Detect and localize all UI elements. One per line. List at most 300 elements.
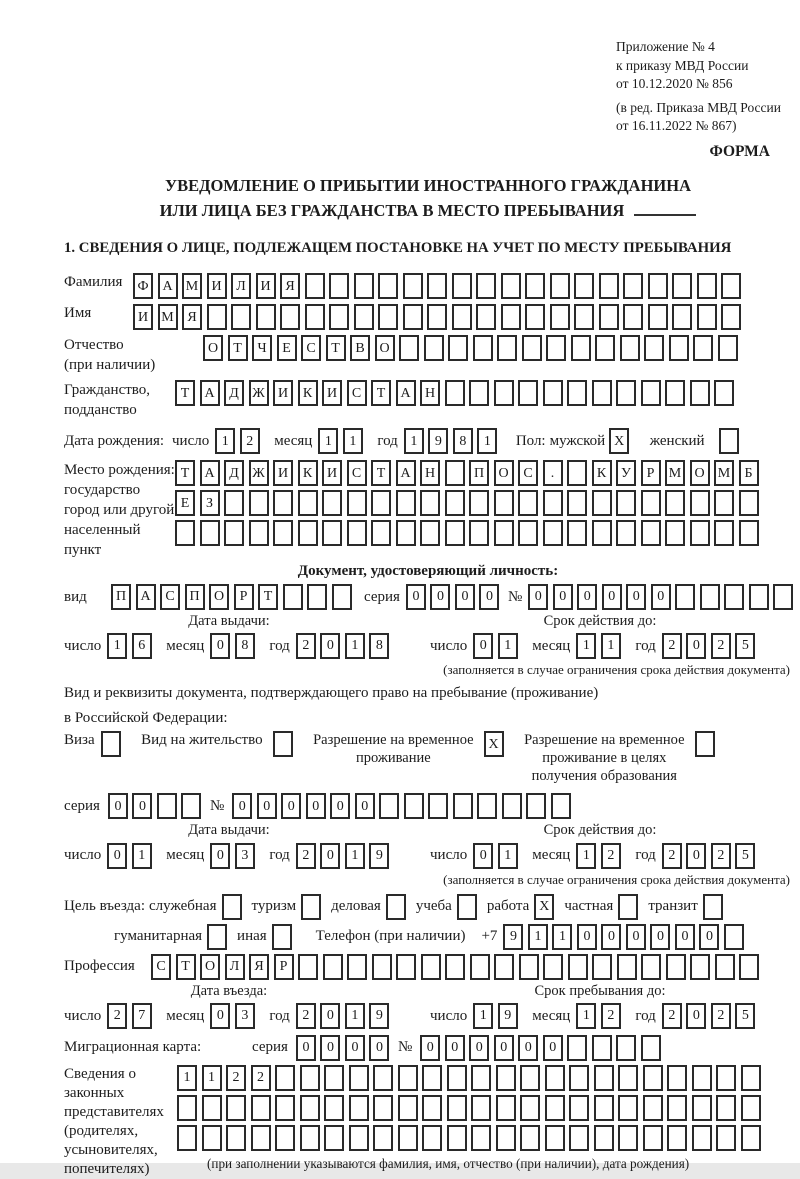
birth-place-cell[interactable]: К [592, 460, 612, 486]
firstname-cell[interactable] [231, 304, 251, 330]
month-cell[interactable]: 1 [601, 633, 621, 659]
phone-digit-cell[interactable] [724, 924, 744, 950]
birth-place-cell[interactable] [616, 490, 636, 516]
representative-cell[interactable] [618, 1095, 638, 1121]
phone-digit-cell[interactable]: 0 [675, 924, 695, 950]
representative-cell[interactable] [496, 1125, 516, 1151]
migration-series-cell[interactable]: 0 [369, 1035, 389, 1061]
surname-cell[interactable]: И [256, 273, 276, 299]
birth-place-cell[interactable] [371, 520, 391, 546]
option-checkbox[interactable] [386, 894, 406, 920]
profession-cell[interactable] [617, 954, 637, 980]
surname-cell[interactable] [452, 273, 472, 299]
firstname-cell[interactable] [280, 304, 300, 330]
year-cell[interactable]: 9 [428, 428, 448, 454]
surname-cell[interactable] [623, 273, 643, 299]
edu-permit-checkbox[interactable] [695, 731, 715, 757]
day-cell[interactable]: 9 [498, 1003, 518, 1029]
representative-cell[interactable] [398, 1065, 418, 1091]
birth-place-cell[interactable] [616, 520, 636, 546]
year-cell[interactable]: 1 [477, 428, 497, 454]
surname-cell[interactable]: М [182, 273, 202, 299]
profession-cell[interactable] [666, 954, 686, 980]
birth-place-cell[interactable]: И [273, 460, 293, 486]
birth-place-cell[interactable] [273, 520, 293, 546]
surname-cell[interactable] [574, 273, 594, 299]
profession-cell[interactable] [568, 954, 588, 980]
year-cell[interactable]: 5 [735, 843, 755, 869]
representative-cell[interactable] [520, 1125, 540, 1151]
surname-cell[interactable] [525, 273, 545, 299]
representative-cell[interactable] [300, 1065, 320, 1091]
representative-cell[interactable] [520, 1095, 540, 1121]
option-checkbox[interactable] [272, 924, 292, 950]
year-cell[interactable]: 5 [735, 633, 755, 659]
representative-cell[interactable] [618, 1065, 638, 1091]
birth-place-cell[interactable]: Н [420, 460, 440, 486]
firstname-cell[interactable] [501, 304, 521, 330]
representative-cell[interactable] [716, 1065, 736, 1091]
patronymic-cell[interactable] [693, 335, 713, 361]
doc-series-cell[interactable]: 0 [430, 584, 450, 610]
representative-cell[interactable] [741, 1095, 761, 1121]
month-cell[interactable]: 0 [210, 1003, 230, 1029]
migration-number-cell[interactable]: 0 [420, 1035, 440, 1061]
birth-place-cell[interactable] [567, 490, 587, 516]
citizenship-cell[interactable] [690, 380, 710, 406]
profession-cell[interactable] [421, 954, 441, 980]
surname-cell[interactable]: Л [231, 273, 251, 299]
birth-place-cell[interactable] [518, 490, 538, 516]
patronymic-cell[interactable] [718, 335, 738, 361]
profession-cell[interactable]: Л [225, 954, 245, 980]
representative-cell[interactable] [300, 1125, 320, 1151]
profession-cell[interactable] [592, 954, 612, 980]
month-cell[interactable]: 2 [601, 1003, 621, 1029]
citizenship-cell[interactable] [494, 380, 514, 406]
month-cell[interactable]: 3 [235, 1003, 255, 1029]
representative-cell[interactable] [618, 1125, 638, 1151]
representative-cell[interactable] [545, 1095, 565, 1121]
firstname-cell[interactable] [623, 304, 643, 330]
representative-cell[interactable] [643, 1065, 663, 1091]
birth-place-cell[interactable] [714, 490, 734, 516]
profession-cell[interactable]: С [151, 954, 171, 980]
day-cell[interactable]: 1 [132, 843, 152, 869]
surname-cell[interactable] [403, 273, 423, 299]
birth-place-cell[interactable] [396, 520, 416, 546]
profession-cell[interactable] [715, 954, 735, 980]
representative-cell[interactable] [202, 1125, 222, 1151]
day-cell[interactable]: 0 [107, 843, 127, 869]
representative-cell[interactable] [422, 1125, 442, 1151]
birth-place-cell[interactable]: Е [175, 490, 195, 516]
surname-cell[interactable] [697, 273, 717, 299]
representative-cell[interactable] [226, 1095, 246, 1121]
birth-place-cell[interactable] [494, 490, 514, 516]
residence-number-cell[interactable] [502, 793, 522, 819]
representative-cell[interactable] [667, 1065, 687, 1091]
surname-cell[interactable]: И [207, 273, 227, 299]
patronymic-cell[interactable]: В [350, 335, 370, 361]
option-checkbox[interactable] [207, 924, 227, 950]
birth-place-cell[interactable]: П [469, 460, 489, 486]
citizenship-cell[interactable]: А [396, 380, 416, 406]
residence-number-cell[interactable]: 0 [330, 793, 350, 819]
surname-cell[interactable] [354, 273, 374, 299]
firstname-cell[interactable] [721, 304, 741, 330]
patronymic-cell[interactable] [497, 335, 517, 361]
representative-cell[interactable] [447, 1125, 467, 1151]
birth-place-cell[interactable]: С [518, 460, 538, 486]
residence-number-cell[interactable]: 0 [232, 793, 252, 819]
citizenship-cell[interactable]: Ж [249, 380, 269, 406]
representative-cell[interactable] [251, 1125, 271, 1151]
representative-cell[interactable] [447, 1065, 467, 1091]
day-cell[interactable]: 6 [132, 633, 152, 659]
year-cell[interactable]: 0 [320, 633, 340, 659]
profession-cell[interactable] [347, 954, 367, 980]
birth-place-cell[interactable]: Д [224, 460, 244, 486]
representative-cell[interactable] [643, 1095, 663, 1121]
representative-cell[interactable] [692, 1125, 712, 1151]
representative-cell[interactable] [594, 1125, 614, 1151]
birth-place-cell[interactable]: О [494, 460, 514, 486]
migration-number-cell[interactable] [592, 1035, 612, 1061]
birth-place-cell[interactable]: Т [175, 460, 195, 486]
doc-number-cell[interactable]: 0 [577, 584, 597, 610]
birth-place-cell[interactable] [641, 490, 661, 516]
doc-type-cell[interactable] [307, 584, 327, 610]
birth-place-cell[interactable]: И [322, 460, 342, 486]
patronymic-cell[interactable]: Т [326, 335, 346, 361]
citizenship-cell[interactable]: Н [420, 380, 440, 406]
patronymic-cell[interactable] [595, 335, 615, 361]
profession-cell[interactable]: Т [176, 954, 196, 980]
representative-cell[interactable] [447, 1095, 467, 1121]
residence-series-cell[interactable]: 0 [108, 793, 128, 819]
citizenship-cell[interactable] [616, 380, 636, 406]
representative-cell[interactable] [594, 1095, 614, 1121]
doc-number-cell[interactable]: 0 [602, 584, 622, 610]
year-cell[interactable]: 0 [320, 1003, 340, 1029]
doc-type-cell[interactable] [332, 584, 352, 610]
representative-cell[interactable] [692, 1065, 712, 1091]
month-cell[interactable]: 0 [210, 633, 230, 659]
surname-cell[interactable] [672, 273, 692, 299]
month-cell[interactable]: 2 [601, 843, 621, 869]
citizenship-cell[interactable] [665, 380, 685, 406]
doc-type-cell[interactable]: А [136, 584, 156, 610]
surname-cell[interactable] [599, 273, 619, 299]
birth-place-cell[interactable] [690, 520, 710, 546]
day-cell[interactable]: 1 [498, 633, 518, 659]
patronymic-cell[interactable]: Е [277, 335, 297, 361]
year-cell[interactable]: 2 [296, 1003, 316, 1029]
phone-digit-cell[interactable]: 0 [626, 924, 646, 950]
firstname-cell[interactable] [574, 304, 594, 330]
firstname-cell[interactable] [378, 304, 398, 330]
citizenship-cell[interactable]: К [298, 380, 318, 406]
birth-place-cell[interactable] [592, 520, 612, 546]
birth-place-cell[interactable]: Р [641, 460, 661, 486]
birth-place-cell[interactable] [665, 520, 685, 546]
month-cell[interactable]: 1 [318, 428, 338, 454]
birth-place-cell[interactable]: . [543, 460, 563, 486]
firstname-cell[interactable] [672, 304, 692, 330]
firstname-cell[interactable]: Я [182, 304, 202, 330]
doc-type-cell[interactable]: П [111, 584, 131, 610]
birth-place-cell[interactable] [200, 520, 220, 546]
patronymic-cell[interactable] [546, 335, 566, 361]
birth-place-cell[interactable]: С [347, 460, 367, 486]
residence-series-cell[interactable]: 0 [132, 793, 152, 819]
representative-cell[interactable] [275, 1095, 295, 1121]
patronymic-cell[interactable]: О [203, 335, 223, 361]
representative-cell[interactable] [177, 1095, 197, 1121]
representative-cell[interactable] [275, 1125, 295, 1151]
birth-place-cell[interactable] [371, 490, 391, 516]
patronymic-cell[interactable] [522, 335, 542, 361]
residence-series-cell[interactable] [157, 793, 177, 819]
representative-cell[interactable] [324, 1095, 344, 1121]
citizenship-cell[interactable] [445, 380, 465, 406]
patronymic-cell[interactable] [644, 335, 664, 361]
birth-place-cell[interactable] [445, 520, 465, 546]
option-checkbox[interactable] [618, 894, 638, 920]
month-cell[interactable]: 8 [235, 633, 255, 659]
year-cell[interactable]: 1 [345, 1003, 365, 1029]
firstname-cell[interactable] [525, 304, 545, 330]
sex-female-checkbox[interactable] [719, 428, 739, 454]
representative-cell[interactable] [643, 1125, 663, 1151]
month-cell[interactable]: 0 [210, 843, 230, 869]
phone-digit-cell[interactable]: 1 [528, 924, 548, 950]
year-cell[interactable]: 2 [296, 633, 316, 659]
birth-place-cell[interactable]: А [200, 460, 220, 486]
profession-cell[interactable] [298, 954, 318, 980]
birth-place-cell[interactable]: У [616, 460, 636, 486]
representative-cell[interactable] [226, 1125, 246, 1151]
representative-cell[interactable] [373, 1065, 393, 1091]
representative-cell[interactable] [349, 1065, 369, 1091]
residence-number-cell[interactable] [404, 793, 424, 819]
patronymic-cell[interactable]: С [301, 335, 321, 361]
representative-cell[interactable] [398, 1125, 418, 1151]
firstname-cell[interactable]: И [133, 304, 153, 330]
firstname-cell[interactable] [427, 304, 447, 330]
doc-number-cell[interactable] [675, 584, 695, 610]
representative-cell[interactable] [177, 1125, 197, 1151]
birth-place-cell[interactable] [224, 520, 244, 546]
month-cell[interactable]: 1 [576, 1003, 596, 1029]
day-cell[interactable]: 0 [473, 843, 493, 869]
year-cell[interactable]: 2 [711, 633, 731, 659]
birth-place-cell[interactable] [690, 490, 710, 516]
citizenship-cell[interactable] [543, 380, 563, 406]
phone-digit-cell[interactable]: 0 [601, 924, 621, 950]
day-cell[interactable]: 2 [240, 428, 260, 454]
firstname-cell[interactable] [550, 304, 570, 330]
option-checkbox[interactable] [457, 894, 477, 920]
patronymic-cell[interactable]: Ч [252, 335, 272, 361]
birth-place-cell[interactable] [518, 520, 538, 546]
representative-cell[interactable] [275, 1065, 295, 1091]
firstname-cell[interactable] [403, 304, 423, 330]
representative-cell[interactable] [373, 1095, 393, 1121]
birth-place-cell[interactable] [420, 520, 440, 546]
citizenship-cell[interactable]: Д [224, 380, 244, 406]
citizenship-cell[interactable]: Т [175, 380, 195, 406]
year-cell[interactable]: 0 [686, 1003, 706, 1029]
doc-series-cell[interactable]: 0 [479, 584, 499, 610]
patronymic-cell[interactable]: О [375, 335, 395, 361]
surname-cell[interactable] [305, 273, 325, 299]
migration-number-cell[interactable]: 0 [494, 1035, 514, 1061]
birth-place-cell[interactable] [567, 520, 587, 546]
birth-place-cell[interactable]: М [665, 460, 685, 486]
migration-number-cell[interactable] [616, 1035, 636, 1061]
birth-place-cell[interactable] [445, 460, 465, 486]
doc-number-cell[interactable]: 0 [553, 584, 573, 610]
representative-cell[interactable] [324, 1125, 344, 1151]
patronymic-cell[interactable] [571, 335, 591, 361]
birth-place-cell[interactable] [714, 520, 734, 546]
year-cell[interactable]: 2 [296, 843, 316, 869]
month-cell[interactable]: 1 [343, 428, 363, 454]
birth-place-cell[interactable]: Б [739, 460, 759, 486]
representative-cell[interactable]: 2 [226, 1065, 246, 1091]
birth-place-cell[interactable] [249, 520, 269, 546]
profession-cell[interactable] [739, 954, 759, 980]
residence-series-cell[interactable] [181, 793, 201, 819]
citizenship-cell[interactable]: Т [371, 380, 391, 406]
doc-number-cell[interactable] [773, 584, 793, 610]
option-checkbox[interactable] [301, 894, 321, 920]
firstname-cell[interactable] [648, 304, 668, 330]
profession-cell[interactable] [494, 954, 514, 980]
residence-number-cell[interactable] [551, 793, 571, 819]
profession-cell[interactable] [543, 954, 563, 980]
doc-type-cell[interactable]: О [209, 584, 229, 610]
residence-number-cell[interactable] [453, 793, 473, 819]
migration-number-cell[interactable]: 0 [445, 1035, 465, 1061]
migration-number-cell[interactable]: 0 [469, 1035, 489, 1061]
firstname-cell[interactable] [599, 304, 619, 330]
year-cell[interactable]: 0 [320, 843, 340, 869]
day-cell[interactable]: 1 [107, 633, 127, 659]
representative-cell[interactable] [569, 1065, 589, 1091]
phone-digit-cell[interactable]: 0 [650, 924, 670, 950]
day-cell[interactable]: 0 [473, 633, 493, 659]
doc-type-cell[interactable]: Т [258, 584, 278, 610]
day-cell[interactable]: 1 [498, 843, 518, 869]
firstname-cell[interactable]: М [158, 304, 178, 330]
citizenship-cell[interactable]: И [273, 380, 293, 406]
year-cell[interactable]: 8 [369, 633, 389, 659]
representative-cell[interactable] [692, 1095, 712, 1121]
representative-cell[interactable] [741, 1125, 761, 1151]
profession-cell[interactable] [445, 954, 465, 980]
day-cell[interactable]: 1 [473, 1003, 493, 1029]
surname-cell[interactable] [721, 273, 741, 299]
profession-cell[interactable]: Я [249, 954, 269, 980]
surname-cell[interactable] [501, 273, 521, 299]
day-cell[interactable]: 7 [132, 1003, 152, 1029]
migration-number-cell[interactable] [641, 1035, 661, 1061]
birth-place-cell[interactable] [445, 490, 465, 516]
patronymic-cell[interactable] [424, 335, 444, 361]
firstname-cell[interactable] [305, 304, 325, 330]
month-cell[interactable]: 3 [235, 843, 255, 869]
representative-cell[interactable] [251, 1095, 271, 1121]
citizenship-cell[interactable] [641, 380, 661, 406]
representative-cell[interactable] [471, 1125, 491, 1151]
citizenship-cell[interactable]: С [347, 380, 367, 406]
profession-cell[interactable]: О [200, 954, 220, 980]
year-cell[interactable]: 2 [662, 633, 682, 659]
surname-cell[interactable]: Ф [133, 273, 153, 299]
migration-series-cell[interactable]: 0 [345, 1035, 365, 1061]
year-cell[interactable]: 0 [686, 633, 706, 659]
year-cell[interactable]: 2 [711, 1003, 731, 1029]
residence-number-cell[interactable]: 0 [306, 793, 326, 819]
birth-place-cell[interactable]: К [298, 460, 318, 486]
birth-place-cell[interactable]: Ж [249, 460, 269, 486]
representative-cell[interactable] [471, 1095, 491, 1121]
birth-place-cell[interactable] [273, 490, 293, 516]
patronymic-cell[interactable] [399, 335, 419, 361]
profession-cell[interactable] [372, 954, 392, 980]
representative-cell[interactable] [324, 1065, 344, 1091]
doc-number-cell[interactable]: 0 [528, 584, 548, 610]
citizenship-cell[interactable] [518, 380, 538, 406]
residence-number-cell[interactable] [379, 793, 399, 819]
citizenship-cell[interactable]: А [200, 380, 220, 406]
patronymic-cell[interactable] [669, 335, 689, 361]
firstname-cell[interactable] [354, 304, 374, 330]
birth-place-cell[interactable] [592, 490, 612, 516]
option-checkbox[interactable]: X [534, 894, 554, 920]
option-checkbox[interactable] [703, 894, 723, 920]
citizenship-cell[interactable] [714, 380, 734, 406]
surname-cell[interactable] [329, 273, 349, 299]
representative-cell[interactable] [716, 1095, 736, 1121]
surname-cell[interactable] [550, 273, 570, 299]
doc-number-cell[interactable] [700, 584, 720, 610]
surname-cell[interactable]: А [158, 273, 178, 299]
profession-cell[interactable] [396, 954, 416, 980]
residence-number-cell[interactable] [477, 793, 497, 819]
birth-place-cell[interactable] [641, 520, 661, 546]
doc-number-cell[interactable] [749, 584, 769, 610]
patronymic-cell[interactable] [620, 335, 640, 361]
birth-place-cell[interactable] [322, 520, 342, 546]
representative-cell[interactable] [545, 1125, 565, 1151]
birth-place-cell[interactable] [739, 490, 759, 516]
doc-number-cell[interactable]: 0 [651, 584, 671, 610]
month-cell[interactable]: 1 [576, 633, 596, 659]
visa-checkbox[interactable] [101, 731, 121, 757]
migration-number-cell[interactable]: 0 [543, 1035, 563, 1061]
phone-digit-cell[interactable]: 0 [699, 924, 719, 950]
representative-cell[interactable] [349, 1095, 369, 1121]
patronymic-cell[interactable] [473, 335, 493, 361]
year-cell[interactable]: 8 [453, 428, 473, 454]
residence-number-cell[interactable]: 0 [257, 793, 277, 819]
surname-cell[interactable] [427, 273, 447, 299]
migration-number-cell[interactable]: 0 [518, 1035, 538, 1061]
